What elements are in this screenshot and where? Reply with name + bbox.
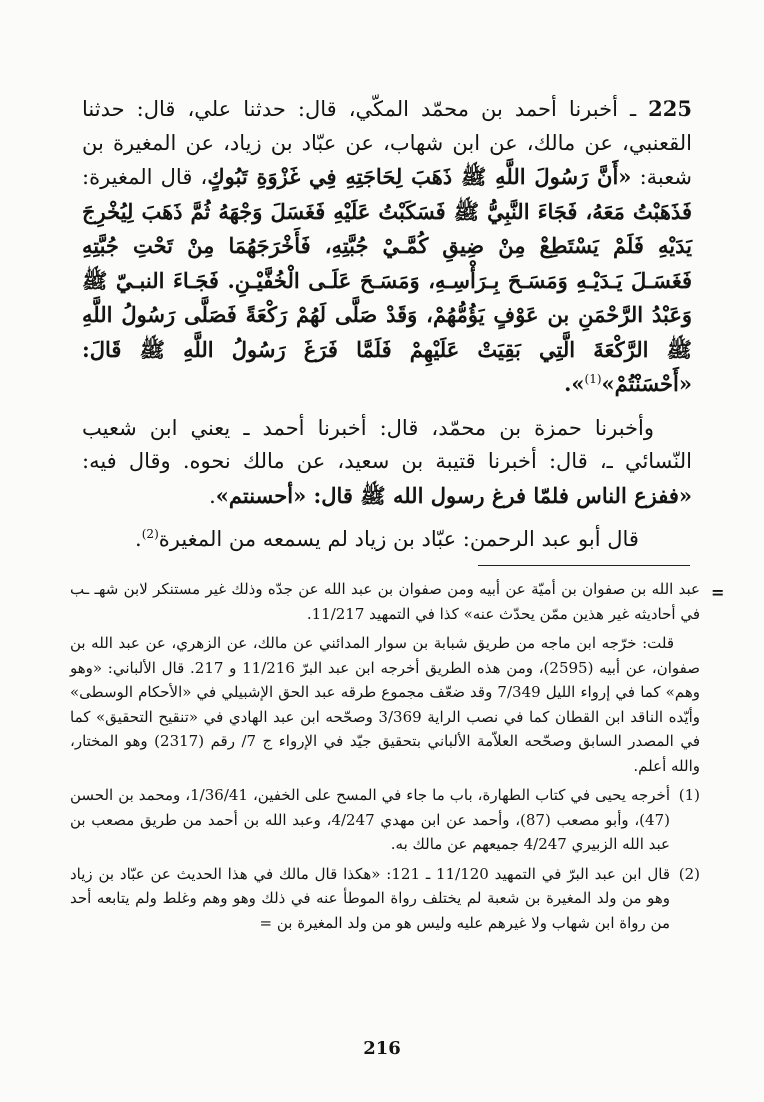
second-chain-quote: «ففزع الناس فلمّا فرغ رسول الله ﷺ قال: «أحسنتم» bbox=[215, 482, 692, 508]
footnote-continuation-comment: قلت: خرّجه ابن ماجه من طريق شبابة بن سوار المدائني عن مالك، عن الزهري، عن عبد الله بن صفوان، عن أبيه (2595)، ومن هذه الطريق أخرجه ابن عبد البرّ 11/216 و 217. قال الألباني: «وهو وهم» كما في إرواء الليل 7/349 وقد ضعّف مجموع طرقه عبد الحق الإشبيلي في «الأحكام الوسطى» وأيّده الناقد ابن القطان كما في نصب الراية 3/369 وصحّحه ابن عبد الهادي في «تنقيح التحقيق» كما في المصدر السابق وصحّحه العلاّمة الألباني بتحقيق جيّد في الإرواء ج 7/ رقم (2317) وهو المختار، والله أعلم. bbox=[70, 634, 700, 775]
footnotes bbox=[70, 577, 700, 935]
author-comment bbox=[82, 523, 692, 557]
hadith-paragraph bbox=[82, 92, 692, 402]
footnote-ref-2[interactable]: (2) bbox=[141, 527, 159, 541]
second-chain-end: . bbox=[209, 483, 216, 508]
author-comment-end: . bbox=[135, 527, 142, 551]
hadith-number: 225 bbox=[648, 96, 692, 121]
matn-end: ». bbox=[564, 371, 585, 396]
footnote-continuation: عبد الله بن صفوان بن أميّة عن أبيه ومن صفوان بن عبد الله عن جدّه وذلك غير مستنكر لابن شهـ ـب في أحاديثه غير هذين ممّن يحدّث عنه» كذا في التمهيد 11/217. bbox=[70, 580, 700, 623]
second-chain-paragraph bbox=[82, 412, 692, 514]
footnote-2-marker: (2) bbox=[678, 864, 700, 883]
matn-quote-a: «أَنَّ رَسُولَ اللَّهِ ﷺ ذَهَبَ لِحَاجَتِهِ فِي غَزْوَةِ تَبُوكٍ bbox=[207, 164, 632, 189]
matn-mid: ، قال المغيرة: bbox=[82, 165, 208, 189]
author-comment-text: قال أبو عبد الرحمن: عبّاد بن زياد لم يسمعه من المغيرة bbox=[158, 527, 639, 551]
footnote-2 bbox=[70, 862, 700, 936]
footnote-1 bbox=[70, 783, 700, 857]
main-text bbox=[82, 92, 692, 557]
second-chain-text: وأخبرنا حمزة بن محمّد، قال: أخبرنا أحمد ـ يعني ابن شعيب النّسائي ـ، قال: أخبرنا قتيبة بن سعيد، عن مالك نحوه. وقال فيه: bbox=[82, 415, 692, 473]
isnad-text: ـ أخبرنا أحمد بن محمّد المكّي، قال: حدثنا علي، قال: حدثنا القعنبي، عن مالك، عن ابن شهاب، عن عبّاد بن زياد، عن المغيرة بن شعبة: bbox=[82, 97, 692, 189]
footnote-ref-1[interactable]: (1) bbox=[584, 372, 602, 386]
matn-quote-b: فَذَهَبْتُ مَعَهُ، فَجَاءَ النَّبِيُّ ﷺ فَسَكَبْتُ عَلَيْهِ فَغَسَلَ وَجْهَهُ ثُمَّ ذَهَبَ لِيُخْرِجَ يَدَيْهِ فَلَمْ يَسْتَطِعْ مِنْ ضِيقِ كُمَّـيْ جُبَّتِهِ، فَأَخْرَجَهُمَا مِنْ تَحْتِ جُبَّتِهِ فَغَسَـلَ يَـدَيْـهِ وَمَسَـحَ بِـرَأْسِـهِ، وَمَسَـحَ عَلَـى الْخُفَّيْـنِ. فَجَـاءَ النبـيّ ﷺ وَعَبْدُ الرَّحْمَنِ بن عَوْفٍ يَؤُمُّهُمْ، وَقَدْ صَلَّى لَهُمْ رَكْعَةً فَصَلَّى رَسُولُ اللَّهِ ﷺ الرَّكْعَةَ الَّتِي بَقِيَتْ عَلَيْهِمْ فَلَمَّا فَرَغَ رَسُولُ اللَّهِ ﷺ قَالَ: «أَحْسَنْتُمْ» bbox=[82, 198, 692, 396]
footnote-separator bbox=[478, 565, 690, 566]
footnote-1-marker: (1) bbox=[678, 786, 700, 804]
footnote-1-text: أخرجه يحيى في كتاب الطهارة، باب ما جاء في المسح على الخفين، 1/36/41، ومحمد بن الحسن (47)، وأبو مصعب (87)، وأحمد عن ابن مهدي 4/247، وعبد الله بن أحمد من طريق مصعب بن عبد الله الزبيري 4/247 جميعهم عن مالك به. bbox=[70, 786, 670, 853]
footnote-2-text: قال ابن عبد البرّ في التمهيد 11/120 ـ 121: «هكذا قال مالك في هذا الحديث عن عبّاد بن زياد وهو من ولد المغيرة بن شعبة لم يختلف رواة الموطأ عنه في ذلك وهو وهم وغلط ولم يتابعه أحد من رواة ابن شهاب ولا غيرهم عليه وليس هو من ولد المغيرة بن = bbox=[70, 864, 670, 932]
continuation-mark: = bbox=[711, 583, 725, 602]
page-number: 216 bbox=[363, 1038, 401, 1059]
